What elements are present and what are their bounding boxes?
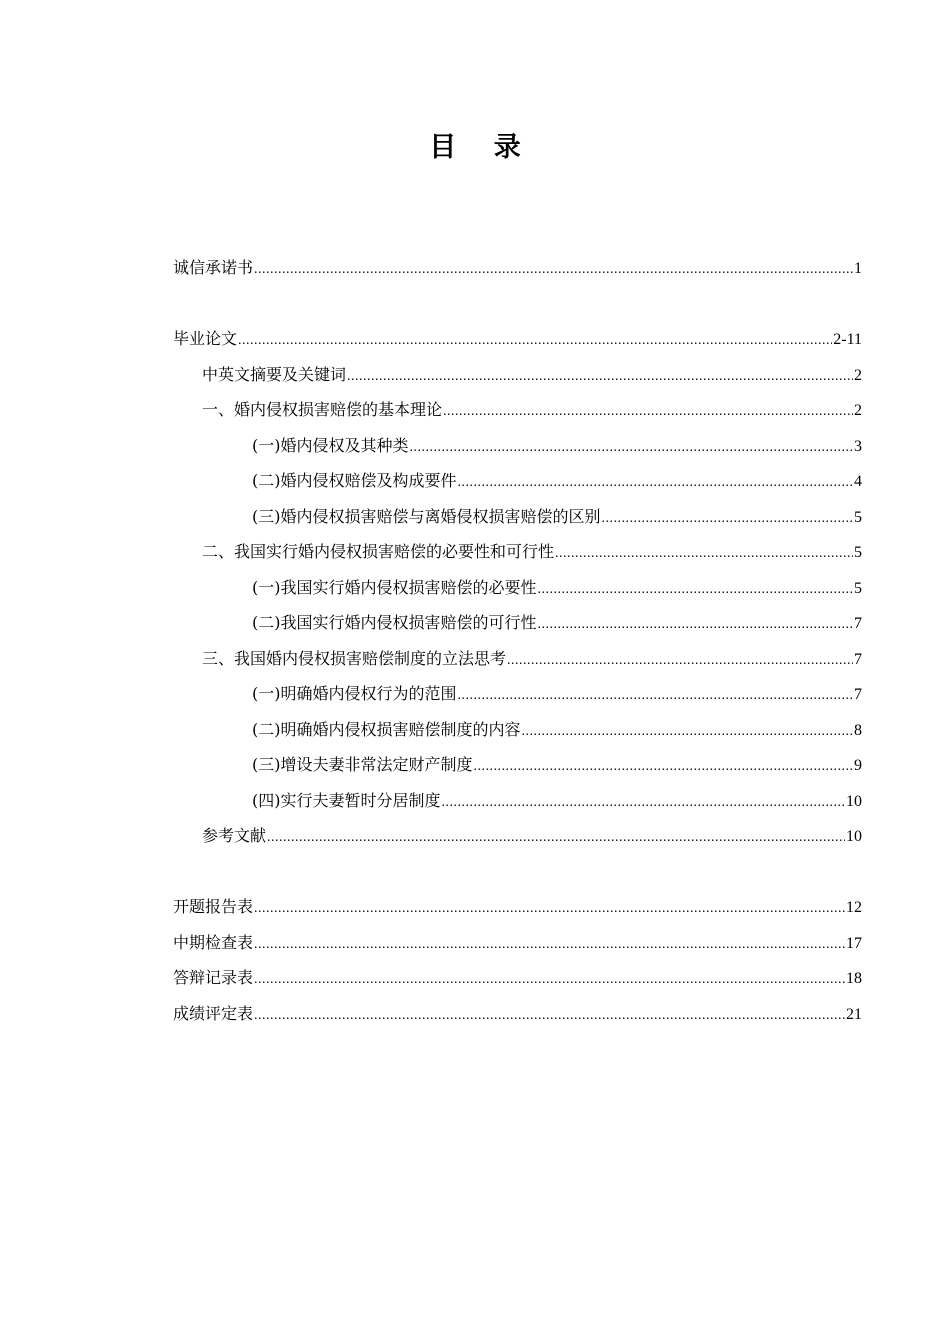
dot-leader [443,400,853,424]
toc-entry-page: 5 [854,544,862,561]
toc-entry-page: 17 [846,935,862,952]
toc-entry-label: (三)婚内侵权损害赔偿与离婚侵权损害赔偿的区别 [252,507,601,526]
toc-entry-label: 诚信承诺书 [173,258,254,277]
toc-entry-label: 二、我国实行婚内侵权损害赔偿的必要性和可行性 [202,542,555,561]
toc-entry-label: 一、婚内侵权损害赔偿的基本理论 [202,400,443,419]
toc-entry-label: (二)明确婚内侵权损害赔偿制度的内容 [252,720,521,739]
toc-entry-section-3[interactable] [202,647,862,671]
dot-leader [474,755,854,779]
toc-entry-section-1-1[interactable] [252,434,862,458]
toc-entry-integrity-pledge[interactable] [173,256,862,280]
toc-entry-section-1-2[interactable] [252,469,862,493]
dot-leader [458,471,854,495]
toc-entry-abstract[interactable] [202,363,862,387]
toc-entry-section-3-1[interactable] [252,682,862,706]
toc-entry-label: (一)婚内侵权及其种类 [252,436,409,455]
toc-entry-section-2-1[interactable] [252,576,862,600]
toc-entry-section-3-2[interactable] [252,718,862,742]
toc-entry-label: 成绩评定表 [173,1004,254,1023]
dot-leader [410,436,854,460]
toc-entry-page: 7 [854,651,862,668]
toc-entry-page: 7 [854,686,862,703]
dot-leader [347,365,853,389]
toc-entry-label: (一)明确婚内侵权行为的范围 [252,684,457,703]
toc-entry-label: (一)我国实行婚内侵权损害赔偿的必要性 [252,578,537,597]
toc-entry-label: 参考文献 [202,826,267,845]
dot-leader [442,791,846,815]
toc-entry-section-2[interactable] [202,540,862,564]
toc-entry-page: 2 [854,367,862,384]
toc-entry-label: 开题报告表 [173,897,254,916]
toc-entry-page: 4 [854,473,862,490]
dot-leader [555,542,853,566]
toc-entry-label: 三、我国婚内侵权损害赔偿制度的立法思考 [202,649,507,668]
toc-entry-page: 1 [854,260,862,277]
dot-leader [522,720,854,744]
toc-entry-page: 12 [846,899,862,916]
toc-entry-section-2-2[interactable] [252,611,862,635]
dot-leader [507,649,853,673]
dot-leader [458,684,854,708]
page-title: 目 录 [429,132,535,163]
toc-entry-label: 毕业论文 [173,329,238,348]
dot-leader [254,258,853,282]
toc-entry-label: (四)实行夫妻暂时分居制度 [252,791,441,810]
toc-entry-section-3-3[interactable] [252,753,862,777]
dot-leader [267,826,845,850]
toc-entry-page: 3 [854,438,862,455]
toc-entry-proposal-report[interactable] [173,895,862,919]
toc-entry-label: 中英文摘要及关键词 [202,365,347,384]
toc-entry-label: (二)婚内侵权赔偿及构成要件 [252,471,457,490]
toc-entry-references[interactable] [202,824,862,848]
toc-entry-label: 答辩记录表 [173,968,254,987]
toc-entry-page: 5 [854,580,862,597]
dot-leader [538,613,854,637]
toc-entry-page: 2 [854,402,862,419]
dot-leader [238,329,832,353]
toc-entry-thesis[interactable] [173,327,862,351]
toc-entry-page: 2-11 [833,331,862,348]
dot-leader [538,578,854,602]
toc-entry-grade-evaluation[interactable] [173,1002,862,1026]
toc-entry-page: 10 [846,828,862,845]
toc-entry-page: 21 [846,1006,862,1023]
toc-entry-label: (二)我国实行婚内侵权损害赔偿的可行性 [252,613,537,632]
toc-entry-label: (三)增设夫妻非常法定财产制度 [252,755,473,774]
toc-entry-section-1[interactable] [202,398,862,422]
toc-entry-section-3-4[interactable] [252,789,862,813]
dot-leader [254,933,845,957]
dot-leader [602,507,854,531]
toc-entry-label: 中期检查表 [173,933,254,952]
dot-leader [254,897,845,921]
toc-entry-defense-record[interactable] [173,966,862,990]
toc-entry-page: 7 [854,615,862,632]
dot-leader [254,1004,845,1028]
toc-entry-page: 10 [846,793,862,810]
toc-entry-section-1-3[interactable] [252,505,862,529]
toc-entry-page: 18 [846,970,862,987]
toc-entry-page: 5 [854,509,862,526]
toc-entry-page: 9 [854,757,862,774]
toc-entry-midterm-check[interactable] [173,931,862,955]
dot-leader [254,968,845,992]
toc-entry-page: 8 [854,722,862,739]
